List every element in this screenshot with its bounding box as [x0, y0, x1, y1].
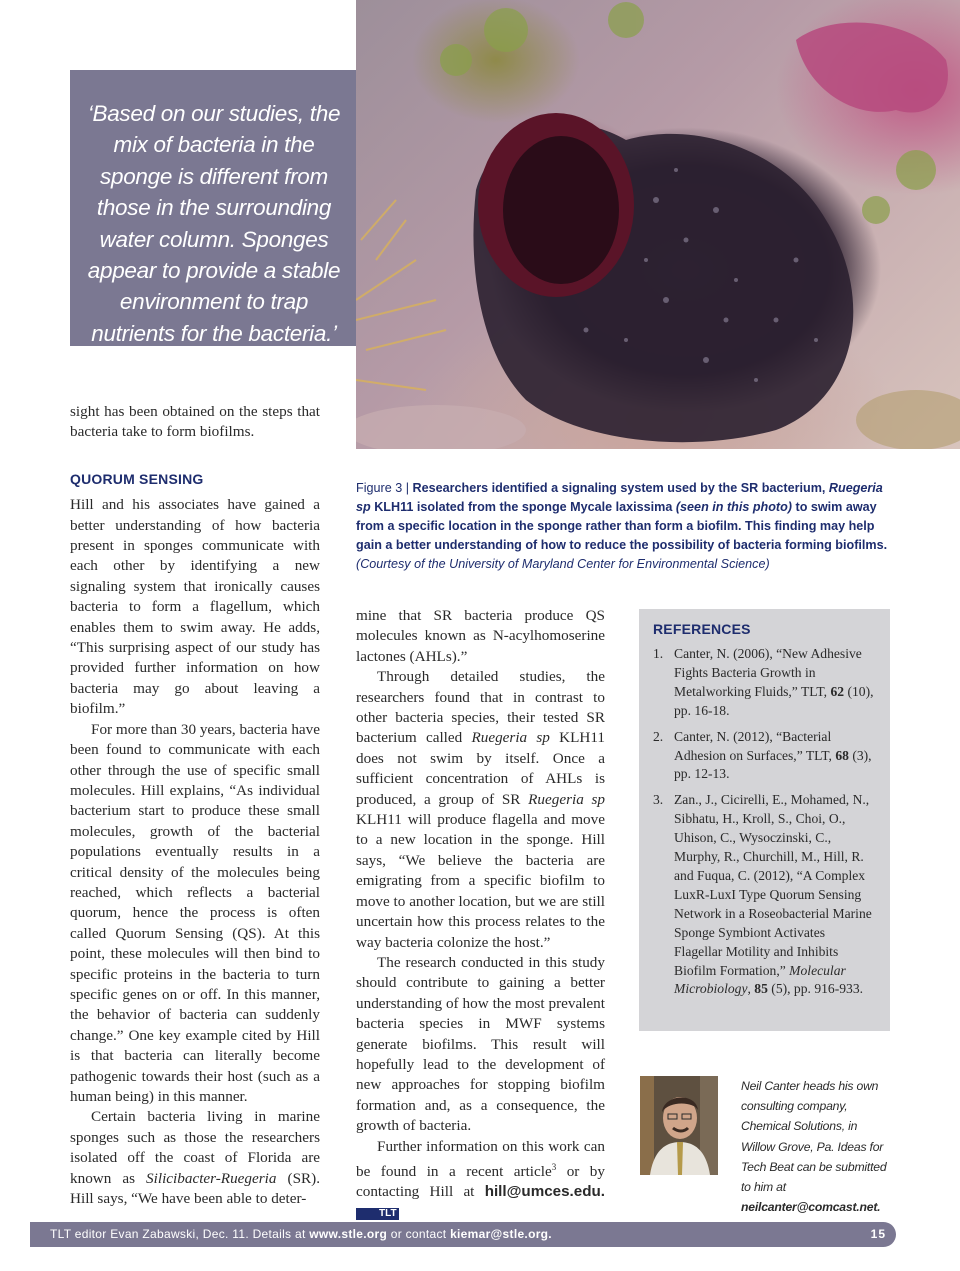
author-email-link[interactable]: neilcanter@comcast.net.	[741, 1200, 881, 1215]
footer-text: TLT editor Evan Zabawski, Dec. 11. Details at www.stle.org or contact kiemar@stle.org.	[50, 1227, 552, 1241]
body-paragraph: For more than 30 years, bacteria have been found to communicate with each other through the use of specific small molecules. Hill explains, “As individual bacterium start to produce these small molecules, growth of the bacterial populations eventually results in a critical density of the molecules being reached, which reflects a bacterial quorum, hence the process is often called Quorum Sensing (QS). At this point, these molecules will then bind to specific proteins in the bacteria to turn specific genes on or off. In this manner, the behavior of bacteria can suddenly change.” One key example cited by Hill is that bacteria can literally become pathogenic towards their host (such as a human being) in this manner.	[70, 720, 320, 1105]
body-paragraph: sight has been obtained on the steps that bacteria take to form biofilms.	[70, 403, 320, 441]
pull-quote: ‘Based on our studies, the mix of bacteria in the sponge is different from those in the surrounding water column. Sponges appear to provide a stable environment to trap nutrients for the bacteria.’	[70, 70, 356, 346]
article-column-2	[356, 606, 605, 1223]
sponge-photo-illustration	[356, 0, 960, 449]
photo-credit: (Courtesy of the University of Maryland Center for Environmental Science)	[356, 557, 770, 571]
body-paragraph: Through detailed studies, the researchers found that in contrast to other bacteria species, their tested SR bacterium called Ruegeria sp KLH11 does not swim by itself. Once a sufficient concentration of AHLs is produced, a group of SR Ruegeria sp KLH11 will produce flagella and move to a new location in the sponge. Hill says, “We believe the bacteria are emigrating from a specific biofilm to move to another location, but we are still uncertain how this process relates to the way bacteria colonize the host.”	[356, 668, 605, 951]
reference-item: 1. Canter, N. (2006), “New Adhesive Fights Bacteria Growth in Metalworking Fluids,” TLT, 62 (10), pp. 16-18.	[653, 646, 874, 718]
body-paragraph: Further information on this work can be found in a recent article$^3$ or by contacting Hill at hill@umces.edu. TLT	[356, 1137, 605, 1219]
reference-item: 3. Zan., J., Cicirelli, E., Mohamed, N., Sibhatu, H., Kroll, S., Choi, O., Uhison, C., Wysoczinski, C., Murphy, R., Churchill, M., Hill, R. and Fuqua, C. (2012), “A Complex LuxR-LuxI Type Quorum Sensing Network in a Roseobacterial Marine Sponge Symbiont Activates Flagellar Motility and Inhibits Biofilm Formation,” Molecular Microbiology, 85 (5), pp. 916-933.	[653, 792, 872, 997]
references-box	[639, 609, 890, 1031]
author-photo	[640, 1076, 718, 1175]
contact-email-link[interactable]: kiemar@stle.org.	[450, 1227, 552, 1241]
footer-bar	[30, 1222, 896, 1247]
page-number: 15	[870, 1227, 886, 1241]
article-column-1	[70, 402, 320, 1209]
author-portrait-illustration	[640, 1076, 718, 1175]
references-title: REFERENCES	[653, 621, 751, 637]
reference-item: 2. Canter, N. (2012), “Bacterial Adhesion on Surfaces,” TLT, 68 (3), pp. 12-13.	[653, 728, 872, 782]
figure-label: Figure 3	[356, 481, 403, 495]
section-heading: QUORUM SENSING	[70, 470, 204, 487]
hill-email-link[interactable]: hill@umces.edu.	[484, 1183, 605, 1201]
body-paragraph: The research conducted in this study should contribute to gaining a better understanding of how the most prevalent bacteria species in MWF systems generate biofilms. This result will hopefully lead to the development of new approaches for stopping biofilm formation and, as a consequence, the growth of bacteria.	[356, 953, 605, 1135]
tlt-end-mark: TLT	[356, 1208, 399, 1220]
body-paragraph: Certain bacteria living in marine sponges such as those the researchers isolated off the coast of Florida are known as Silicibacter-Ruegeria (SR). Hill says, “We have been able to deter-	[70, 1108, 320, 1208]
body-paragraph: Hill and his associates have gained a better understanding of how bacteria present in sponges communicate with each other by identifying a new signaling system that ironically causes bacteria to form a flagellum, which enables them to swim away. He adds, “This surprising aspect of our study has provided further information on how bacteria may go about leaving a biofilm.”	[70, 496, 320, 718]
stle-website-link[interactable]: www.stle.org	[309, 1227, 388, 1241]
body-paragraph: mine that SR bacteria produce QS molecules known as N-acylhomoserine lactones (AHLs).”	[356, 607, 605, 665]
figure-caption: Figure 3 | Researchers identified a signaling system used by the SR bacterium, Ruegeria sp KLH11 isolated from the sponge Mycale laxissima (seen in this photo) to swim away from a specific location in the sponge rather than form a biofilm. This finding may help gain a better understanding of how to reduce the possibility of bacteria forming biofilms. (Courtesy of the University of Maryland Center for Environmental Science)	[356, 481, 888, 571]
sponge-photo	[356, 0, 960, 449]
author-bio: Neil Canter heads his own consulting company, Chemical Solutions, in Willow Grove, Pa. Ideas for Tech Beat can be submitted to him at neilcanter@comcast.net.	[741, 1079, 887, 1215]
